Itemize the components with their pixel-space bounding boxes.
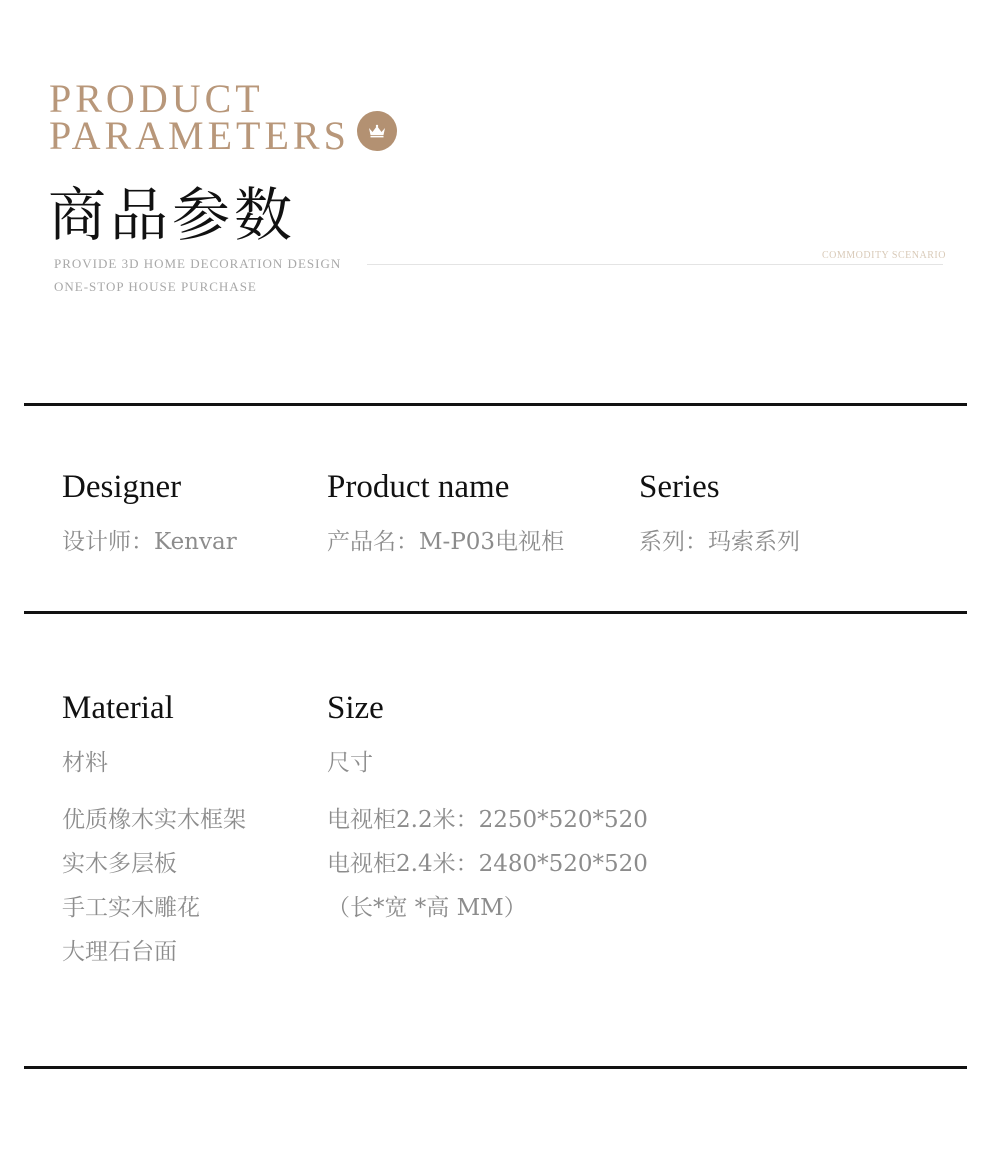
- title-cn: 商品参数: [48, 181, 297, 249]
- series-value: 系列：玛索系列: [639, 529, 800, 555]
- header-divider: [367, 264, 943, 265]
- list-item: （长*宽 *高 MM）: [327, 895, 527, 921]
- list-item: 电视柜2.2米：2250*520*520: [327, 807, 648, 833]
- list-item: 手工实木雕花: [62, 895, 200, 921]
- list-item: 实木多层板: [62, 851, 177, 877]
- title-en-line2: PARAMETERS: [49, 113, 350, 158]
- material-heading: Material: [62, 690, 174, 726]
- size-list: [327, 798, 648, 930]
- product-name-heading: Product name: [327, 469, 510, 505]
- size-heading: Size: [327, 690, 384, 726]
- section-rule-bottom: [24, 1066, 967, 1069]
- designer-heading: Designer: [62, 469, 182, 505]
- series-heading: Series: [639, 469, 720, 505]
- size-label: 尺寸: [327, 750, 373, 776]
- designer-value: 设计师：Kenvar: [62, 529, 237, 555]
- section-rule-middle: [24, 611, 967, 614]
- list-item: 优质橡木实木框架: [62, 807, 246, 833]
- product-name-value: 产品名：M-P03电视柜: [327, 529, 565, 555]
- crown-badge: [357, 111, 397, 151]
- list-item: 电视柜2.4米：2480*520*520: [327, 851, 648, 877]
- material-label: 材料: [62, 750, 108, 776]
- subtitle-line1: PROVIDE 3D HOME DECORATION DESIGN: [54, 256, 342, 271]
- material-list: [62, 798, 246, 974]
- section-rule-top: [24, 403, 967, 406]
- commodity-scenario-tag: COMMODITY SCENARIO: [822, 250, 946, 261]
- subtitle-line2: ONE-STOP HOUSE PURCHASE: [54, 279, 257, 294]
- crown-icon: [368, 124, 386, 138]
- title-en-line1: PRODUCT: [49, 76, 264, 121]
- list-item: 大理石台面: [62, 939, 177, 965]
